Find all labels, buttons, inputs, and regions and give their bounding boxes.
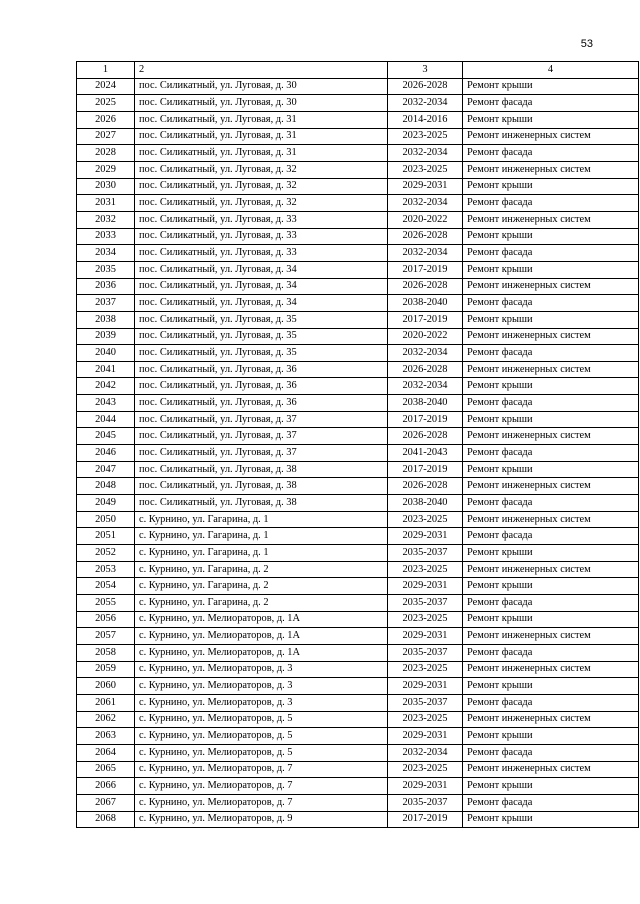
work-type-cell: Ремонт крыши <box>463 178 639 195</box>
work-type-cell: Ремонт инженерных систем <box>463 478 639 495</box>
table-row <box>77 111 639 128</box>
period-cell: 2026-2028 <box>388 361 463 378</box>
table-row <box>77 311 639 328</box>
row-number-cell: 2060 <box>77 678 135 695</box>
row-number-cell: 2037 <box>77 295 135 312</box>
row-number-cell: 2025 <box>77 95 135 112</box>
table-row <box>77 528 639 545</box>
period-cell: 2041-2043 <box>388 445 463 462</box>
period-cell: 2020-2022 <box>388 328 463 345</box>
period-cell: 2026-2028 <box>388 428 463 445</box>
table-row <box>77 278 639 295</box>
row-number-cell: 2048 <box>77 478 135 495</box>
address-cell: пос. Силикатный, ул. Луговая, д. 35 <box>135 345 388 362</box>
row-number-cell: 2052 <box>77 545 135 562</box>
work-type-cell: Ремонт инженерных систем <box>463 561 639 578</box>
work-type-cell: Ремонт инженерных систем <box>463 711 639 728</box>
table-row <box>77 595 639 612</box>
period-cell: 2026-2028 <box>388 228 463 245</box>
table-row <box>77 578 639 595</box>
work-type-cell: Ремонт фасада <box>463 145 639 162</box>
work-type-cell: Ремонт инженерных систем <box>463 211 639 228</box>
row-number-cell: 2062 <box>77 711 135 728</box>
table-body <box>77 78 639 828</box>
table-row <box>77 145 639 162</box>
period-cell: 2032-2034 <box>388 378 463 395</box>
address-cell: пос. Силикатный, ул. Луговая, д. 32 <box>135 161 388 178</box>
table-row <box>77 511 639 528</box>
work-type-cell: Ремонт фасада <box>463 445 639 462</box>
table-row <box>77 711 639 728</box>
address-cell: с. Курнино, ул. Мелиораторов, д. 3 <box>135 661 388 678</box>
row-number-cell: 2043 <box>77 395 135 412</box>
row-number-cell: 2047 <box>77 461 135 478</box>
address-cell: пос. Силикатный, ул. Луговая, д. 35 <box>135 328 388 345</box>
period-cell: 2020-2022 <box>388 211 463 228</box>
period-cell: 2023-2025 <box>388 128 463 145</box>
row-number-cell: 2064 <box>77 744 135 761</box>
address-cell: пос. Силикатный, ул. Луговая, д. 38 <box>135 478 388 495</box>
row-number-cell: 2034 <box>77 245 135 262</box>
address-cell: с. Курнино, ул. Гагарина, д. 2 <box>135 595 388 612</box>
address-cell: с. Курнино, ул. Мелиораторов, д. 7 <box>135 794 388 811</box>
period-cell: 2032-2034 <box>388 245 463 262</box>
row-number-cell: 2066 <box>77 778 135 795</box>
row-number-cell: 2054 <box>77 578 135 595</box>
period-cell: 2017-2019 <box>388 811 463 828</box>
table-row <box>77 361 639 378</box>
row-number-cell: 2042 <box>77 378 135 395</box>
address-cell: с. Курнино, ул. Мелиораторов, д. 3 <box>135 678 388 695</box>
work-type-cell: Ремонт крыши <box>463 811 639 828</box>
work-type-cell: Ремонт фасада <box>463 744 639 761</box>
table-row <box>77 395 639 412</box>
period-cell: 2029-2031 <box>388 728 463 745</box>
page-number: 53 <box>580 38 593 50</box>
row-number-cell: 2044 <box>77 411 135 428</box>
row-number-cell: 2031 <box>77 195 135 212</box>
period-cell: 2038-2040 <box>388 495 463 512</box>
work-type-cell: Ремонт крыши <box>463 78 639 95</box>
row-number-cell: 2029 <box>77 161 135 178</box>
table-row <box>77 295 639 312</box>
column-header-2: 2 <box>135 62 388 79</box>
row-number-cell: 2063 <box>77 728 135 745</box>
table-row <box>77 78 639 95</box>
work-type-cell: Ремонт фасада <box>463 595 639 612</box>
table-row <box>77 678 639 695</box>
row-number-cell: 2058 <box>77 644 135 661</box>
address-cell: с. Курнино, ул. Мелиораторов, д. 1А <box>135 628 388 645</box>
work-type-cell: Ремонт фасада <box>463 245 639 262</box>
period-cell: 2023-2025 <box>388 711 463 728</box>
address-cell: пос. Силикатный, ул. Луговая, д. 34 <box>135 261 388 278</box>
address-cell: пос. Силикатный, ул. Луговая, д. 33 <box>135 211 388 228</box>
column-header-3: 3 <box>388 62 463 79</box>
address-cell: с. Курнино, ул. Мелиораторов, д. 5 <box>135 744 388 761</box>
row-number-cell: 2035 <box>77 261 135 278</box>
work-type-cell: Ремонт крыши <box>463 411 639 428</box>
address-cell: с. Курнино, ул. Мелиораторов, д. 3 <box>135 694 388 711</box>
table-row <box>77 445 639 462</box>
table-row <box>77 694 639 711</box>
address-cell: с. Курнино, ул. Гагарина, д. 1 <box>135 511 388 528</box>
table-row <box>77 245 639 262</box>
address-cell: с. Курнино, ул. Мелиораторов, д. 1А <box>135 644 388 661</box>
row-number-cell: 2032 <box>77 211 135 228</box>
row-number-cell: 2026 <box>77 111 135 128</box>
work-type-cell: Ремонт инженерных систем <box>463 661 639 678</box>
address-cell: пос. Силикатный, ул. Луговая, д. 36 <box>135 378 388 395</box>
row-number-cell: 2059 <box>77 661 135 678</box>
work-type-cell: Ремонт фасада <box>463 395 639 412</box>
table-row <box>77 561 639 578</box>
table-row <box>77 545 639 562</box>
period-cell: 2029-2031 <box>388 528 463 545</box>
address-cell: пос. Силикатный, ул. Луговая, д. 32 <box>135 195 388 212</box>
table-row <box>77 611 639 628</box>
period-cell: 2035-2037 <box>388 794 463 811</box>
work-type-cell: Ремонт крыши <box>463 578 639 595</box>
row-number-cell: 2067 <box>77 794 135 811</box>
address-cell: пос. Силикатный, ул. Луговая, д. 33 <box>135 245 388 262</box>
table-row <box>77 128 639 145</box>
period-cell: 2017-2019 <box>388 411 463 428</box>
table-row <box>77 328 639 345</box>
address-cell: с. Курнино, ул. Мелиораторов, д. 7 <box>135 761 388 778</box>
work-type-cell: Ремонт крыши <box>463 261 639 278</box>
row-number-cell: 2057 <box>77 628 135 645</box>
row-number-cell: 2053 <box>77 561 135 578</box>
period-cell: 2014-2016 <box>388 111 463 128</box>
table-row <box>77 95 639 112</box>
period-cell: 2029-2031 <box>388 778 463 795</box>
row-number-cell: 2046 <box>77 445 135 462</box>
address-cell: пос. Силикатный, ул. Луговая, д. 34 <box>135 278 388 295</box>
column-header-4: 4 <box>463 62 639 79</box>
address-cell: пос. Силикатный, ул. Луговая, д. 35 <box>135 311 388 328</box>
address-cell: с. Курнино, ул. Гагарина, д. 1 <box>135 528 388 545</box>
address-cell: пос. Силикатный, ул. Луговая, д. 37 <box>135 411 388 428</box>
row-number-cell: 2051 <box>77 528 135 545</box>
period-cell: 2017-2019 <box>388 261 463 278</box>
row-number-cell: 2068 <box>77 811 135 828</box>
period-cell: 2017-2019 <box>388 461 463 478</box>
address-cell: пос. Силикатный, ул. Луговая, д. 34 <box>135 295 388 312</box>
address-cell: пос. Силикатный, ул. Луговая, д. 33 <box>135 228 388 245</box>
row-number-cell: 2061 <box>77 694 135 711</box>
column-header-1: 1 <box>77 62 135 79</box>
row-number-cell: 2024 <box>77 78 135 95</box>
period-cell: 2023-2025 <box>388 611 463 628</box>
work-type-cell: Ремонт фасада <box>463 195 639 212</box>
row-number-cell: 2065 <box>77 761 135 778</box>
address-cell: пос. Силикатный, ул. Луговая, д. 36 <box>135 361 388 378</box>
work-type-cell: Ремонт фасада <box>463 794 639 811</box>
work-type-cell: Ремонт фасада <box>463 95 639 112</box>
period-cell: 2035-2037 <box>388 545 463 562</box>
row-number-cell: 2040 <box>77 345 135 362</box>
table-header-row <box>77 62 639 79</box>
table-row <box>77 661 639 678</box>
period-cell: 2023-2025 <box>388 561 463 578</box>
address-cell: пос. Силикатный, ул. Луговая, д. 38 <box>135 495 388 512</box>
period-cell: 2035-2037 <box>388 595 463 612</box>
address-cell: с. Курнино, ул. Мелиораторов, д. 9 <box>135 811 388 828</box>
row-number-cell: 2039 <box>77 328 135 345</box>
table-row <box>77 778 639 795</box>
period-cell: 2023-2025 <box>388 161 463 178</box>
address-cell: пос. Силикатный, ул. Луговая, д. 31 <box>135 128 388 145</box>
period-cell: 2032-2034 <box>388 744 463 761</box>
period-cell: 2032-2034 <box>388 195 463 212</box>
work-type-cell: Ремонт крыши <box>463 545 639 562</box>
address-cell: пос. Силикатный, ул. Луговая, д. 30 <box>135 95 388 112</box>
table-row <box>77 411 639 428</box>
row-number-cell: 2027 <box>77 128 135 145</box>
row-number-cell: 2038 <box>77 311 135 328</box>
table-row <box>77 378 639 395</box>
table-row <box>77 178 639 195</box>
work-type-cell: Ремонт фасада <box>463 495 639 512</box>
row-number-cell: 2049 <box>77 495 135 512</box>
period-cell: 2032-2034 <box>388 95 463 112</box>
work-type-cell: Ремонт инженерных систем <box>463 128 639 145</box>
row-number-cell: 2028 <box>77 145 135 162</box>
period-cell: 2026-2028 <box>388 278 463 295</box>
period-cell: 2023-2025 <box>388 511 463 528</box>
row-number-cell: 2030 <box>77 178 135 195</box>
work-type-cell: Ремонт фасада <box>463 694 639 711</box>
table-row <box>77 461 639 478</box>
table-row <box>77 728 639 745</box>
address-cell: с. Курнино, ул. Мелиораторов, д. 7 <box>135 778 388 795</box>
table-row <box>77 211 639 228</box>
table-row <box>77 261 639 278</box>
row-number-cell: 2033 <box>77 228 135 245</box>
work-type-cell: Ремонт фасада <box>463 528 639 545</box>
period-cell: 2038-2040 <box>388 395 463 412</box>
table-row <box>77 495 639 512</box>
work-type-cell: Ремонт фасада <box>463 295 639 312</box>
work-type-cell: Ремонт крыши <box>463 461 639 478</box>
address-cell: пос. Силикатный, ул. Луговая, д. 36 <box>135 395 388 412</box>
work-type-cell: Ремонт инженерных систем <box>463 628 639 645</box>
table-row <box>77 761 639 778</box>
table-row <box>77 644 639 661</box>
work-type-cell: Ремонт инженерных систем <box>463 161 639 178</box>
address-cell: пос. Силикатный, ул. Луговая, д. 31 <box>135 111 388 128</box>
table-row <box>77 794 639 811</box>
work-type-cell: Ремонт крыши <box>463 311 639 328</box>
work-type-cell: Ремонт фасада <box>463 345 639 362</box>
work-type-cell: Ремонт крыши <box>463 228 639 245</box>
work-type-cell: Ремонт фасада <box>463 644 639 661</box>
period-cell: 2029-2031 <box>388 628 463 645</box>
period-cell: 2023-2025 <box>388 661 463 678</box>
period-cell: 2038-2040 <box>388 295 463 312</box>
address-cell: с. Курнино, ул. Гагарина, д. 2 <box>135 561 388 578</box>
row-number-cell: 2045 <box>77 428 135 445</box>
work-type-cell: Ремонт инженерных систем <box>463 761 639 778</box>
table-row <box>77 228 639 245</box>
work-type-cell: Ремонт крыши <box>463 728 639 745</box>
period-cell: 2032-2034 <box>388 145 463 162</box>
work-type-cell: Ремонт крыши <box>463 611 639 628</box>
address-cell: с. Курнино, ул. Мелиораторов, д. 5 <box>135 728 388 745</box>
row-number-cell: 2036 <box>77 278 135 295</box>
repair-schedule-table <box>76 61 639 828</box>
work-type-cell: Ремонт инженерных систем <box>463 278 639 295</box>
table-row <box>77 811 639 828</box>
work-type-cell: Ремонт крыши <box>463 378 639 395</box>
period-cell: 2026-2028 <box>388 478 463 495</box>
address-cell: пос. Силикатный, ул. Луговая, д. 37 <box>135 428 388 445</box>
period-cell: 2017-2019 <box>388 311 463 328</box>
work-type-cell: Ремонт инженерных систем <box>463 428 639 445</box>
period-cell: 2029-2031 <box>388 178 463 195</box>
address-cell: пос. Силикатный, ул. Луговая, д. 37 <box>135 445 388 462</box>
period-cell: 2035-2037 <box>388 644 463 661</box>
address-cell: пос. Силикатный, ул. Луговая, д. 30 <box>135 78 388 95</box>
table-row <box>77 478 639 495</box>
address-cell: пос. Силикатный, ул. Луговая, д. 31 <box>135 145 388 162</box>
row-number-cell: 2050 <box>77 511 135 528</box>
address-cell: с. Курнино, ул. Мелиораторов, д. 1А <box>135 611 388 628</box>
work-type-cell: Ремонт инженерных систем <box>463 361 639 378</box>
row-number-cell: 2056 <box>77 611 135 628</box>
period-cell: 2023-2025 <box>388 761 463 778</box>
work-type-cell: Ремонт крыши <box>463 678 639 695</box>
table-row <box>77 345 639 362</box>
period-cell: 2032-2034 <box>388 345 463 362</box>
address-cell: пос. Силикатный, ул. Луговая, д. 32 <box>135 178 388 195</box>
row-number-cell: 2055 <box>77 595 135 612</box>
work-type-cell: Ремонт инженерных систем <box>463 511 639 528</box>
table-row <box>77 195 639 212</box>
work-type-cell: Ремонт инженерных систем <box>463 328 639 345</box>
address-cell: пос. Силикатный, ул. Луговая, д. 38 <box>135 461 388 478</box>
period-cell: 2029-2031 <box>388 678 463 695</box>
address-cell: с. Курнино, ул. Мелиораторов, д. 5 <box>135 711 388 728</box>
table-row <box>77 428 639 445</box>
table-row <box>77 161 639 178</box>
work-type-cell: Ремонт крыши <box>463 111 639 128</box>
period-cell: 2026-2028 <box>388 78 463 95</box>
work-type-cell: Ремонт крыши <box>463 778 639 795</box>
period-cell: 2029-2031 <box>388 578 463 595</box>
table-row <box>77 744 639 761</box>
address-cell: с. Курнино, ул. Гагарина, д. 1 <box>135 545 388 562</box>
period-cell: 2035-2037 <box>388 694 463 711</box>
row-number-cell: 2041 <box>77 361 135 378</box>
table-row <box>77 628 639 645</box>
address-cell: с. Курнино, ул. Гагарина, д. 2 <box>135 578 388 595</box>
